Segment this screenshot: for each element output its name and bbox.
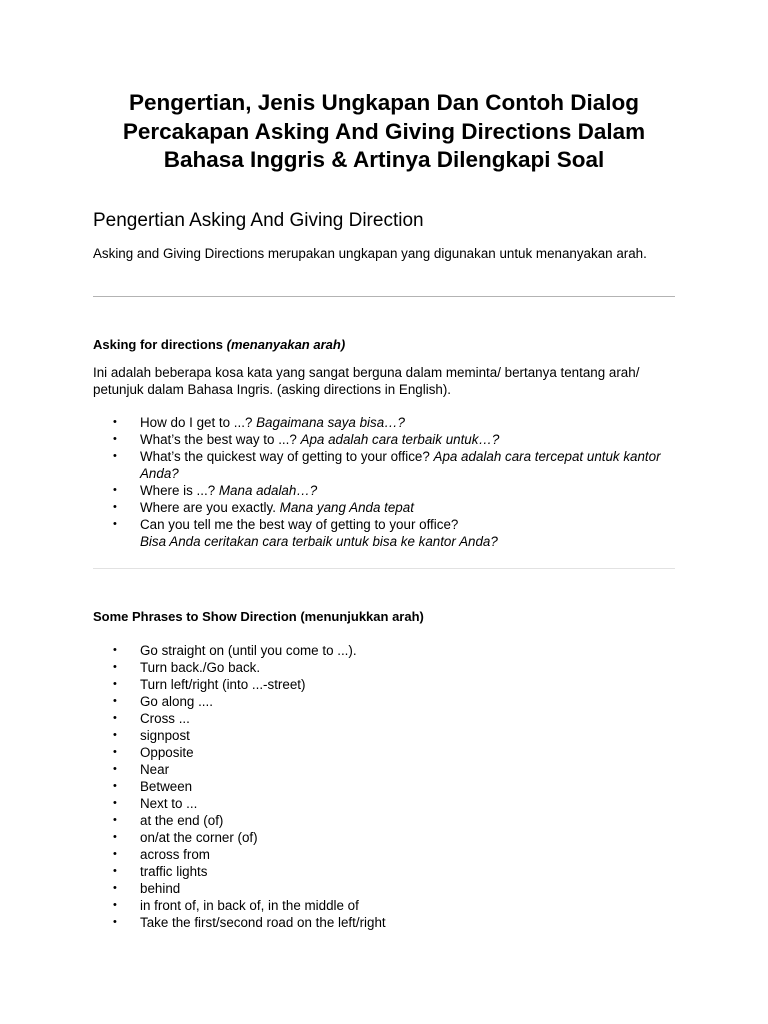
phrase-text: traffic lights bbox=[140, 864, 208, 879]
bullet-icon: • bbox=[113, 780, 117, 792]
bullet-icon: • bbox=[113, 831, 117, 843]
list-item bbox=[93, 693, 683, 710]
list-item bbox=[93, 448, 683, 482]
phrase-text: Turn back./Go back. bbox=[140, 660, 261, 675]
phrase-text: in front of, in back of, in the middle of bbox=[140, 898, 359, 913]
list-item bbox=[93, 880, 683, 897]
bullet-icon: • bbox=[113, 518, 117, 530]
list-item bbox=[93, 727, 683, 744]
phrase-text: Opposite bbox=[140, 745, 194, 760]
bullet-icon: • bbox=[113, 678, 117, 690]
bullet-icon: • bbox=[113, 865, 117, 877]
list-item bbox=[93, 744, 683, 761]
bullet-icon: • bbox=[113, 661, 117, 673]
phrase-text: Next to ... bbox=[140, 796, 198, 811]
phrase-english: How do I get to ...? bbox=[140, 415, 257, 430]
bullet-icon: • bbox=[113, 882, 117, 894]
phrase-text: Between bbox=[140, 779, 193, 794]
phrase-translation: Apa adalah cara terbaik untuk…? bbox=[300, 432, 500, 447]
phrase-text: across from bbox=[140, 847, 210, 862]
phrase-english: What’s the quickest way of getting to your office? bbox=[140, 449, 434, 464]
phrase-text: Turn left/right (into ...-street) bbox=[140, 677, 306, 692]
list-item bbox=[93, 829, 683, 846]
bullet-icon: • bbox=[113, 433, 117, 445]
document-title: Pengertian, Jenis Ungkapan Dan Contoh Dialog Percakapan Asking And Giving Directions Dalam Bahasa Inggris & Artinya Dilengkapi Soal bbox=[122, 90, 646, 172]
phrase-text: Go along .... bbox=[140, 694, 213, 709]
bullet-icon: • bbox=[113, 695, 117, 707]
asking-paragraph: Ini adalah beberapa kosa kata yang sangat berguna dalam meminta/ bertanya tentang arah/ petunjuk dalam Bahasa Ingris. (asking directions in English). bbox=[93, 365, 640, 397]
phrase-text: Go straight on (until you come to ...). bbox=[140, 643, 357, 658]
phrases-heading: Some Phrases to Show Direction (menunjukkan arah) bbox=[93, 609, 424, 624]
phrase-text: on/at the corner (of) bbox=[140, 830, 258, 845]
list-item bbox=[93, 778, 683, 795]
list-item bbox=[93, 795, 683, 812]
bullet-icon: • bbox=[113, 814, 117, 826]
phrase-english: Where are you exactly. bbox=[140, 500, 280, 515]
bullet-icon: • bbox=[113, 450, 117, 462]
phrase-text: Near bbox=[140, 762, 170, 777]
phrases-list bbox=[93, 642, 683, 931]
phrase-text: at the end (of) bbox=[140, 813, 224, 828]
phrase-text: behind bbox=[140, 881, 181, 896]
section-heading: Pengertian Asking And Giving Direction bbox=[93, 210, 424, 231]
bullet-icon: • bbox=[113, 746, 117, 758]
phrase-translation: Apa adalah cara tercepat untuk kantor Anda? bbox=[140, 449, 661, 481]
list-item bbox=[93, 414, 683, 431]
divider bbox=[93, 296, 675, 297]
phrase-english: Can you tell me the best way of getting to your office? bbox=[140, 517, 459, 532]
divider bbox=[93, 568, 675, 569]
list-item bbox=[93, 897, 683, 914]
bullet-icon: • bbox=[113, 729, 117, 741]
list-item bbox=[93, 914, 683, 931]
list-item bbox=[93, 642, 683, 659]
list-item bbox=[93, 659, 683, 676]
bullet-icon: • bbox=[113, 848, 117, 860]
bullet-icon: • bbox=[113, 712, 117, 724]
list-item bbox=[93, 482, 683, 499]
bullet-icon: • bbox=[113, 501, 117, 513]
intro-paragraph: Asking and Giving Directions merupakan ungkapan yang digunakan untuk menanyakan arah. bbox=[93, 246, 647, 261]
list-item bbox=[93, 516, 683, 550]
phrase-translation: Mana adalah…? bbox=[218, 483, 318, 498]
phrase-translation: Bisa Anda ceritakan cara terbaik untuk bisa ke kantor Anda? bbox=[140, 534, 498, 549]
bullet-icon: • bbox=[113, 797, 117, 809]
list-item bbox=[93, 710, 683, 727]
phrase-text: Take the first/second road on the left/right bbox=[140, 915, 386, 930]
phrase-english: What’s the best way to ...? bbox=[140, 432, 301, 447]
bullet-icon: • bbox=[113, 916, 117, 928]
list-item bbox=[93, 812, 683, 829]
phrase-text: Cross ... bbox=[140, 711, 190, 726]
asking-heading-translation: (menanyakan arah) bbox=[226, 337, 346, 352]
asking-heading bbox=[93, 336, 345, 353]
phrase-translation: Mana yang Anda tepat bbox=[279, 500, 414, 515]
list-item bbox=[93, 846, 683, 863]
bullet-icon: • bbox=[113, 644, 117, 656]
list-item bbox=[93, 761, 683, 778]
asking-list bbox=[93, 414, 683, 550]
list-item bbox=[93, 499, 683, 516]
phrase-english: Where is ...? bbox=[140, 483, 219, 498]
phrase-text: signpost bbox=[140, 728, 190, 743]
phrase-translation: Bagaimana saya bisa…? bbox=[256, 415, 405, 430]
bullet-icon: • bbox=[113, 763, 117, 775]
list-item bbox=[93, 863, 683, 880]
asking-heading-text: Asking for directions bbox=[93, 337, 224, 352]
list-item bbox=[93, 676, 683, 693]
bullet-icon: • bbox=[113, 484, 117, 496]
list-item bbox=[93, 431, 683, 448]
bullet-icon: • bbox=[113, 416, 117, 428]
bullet-icon: • bbox=[113, 899, 117, 911]
